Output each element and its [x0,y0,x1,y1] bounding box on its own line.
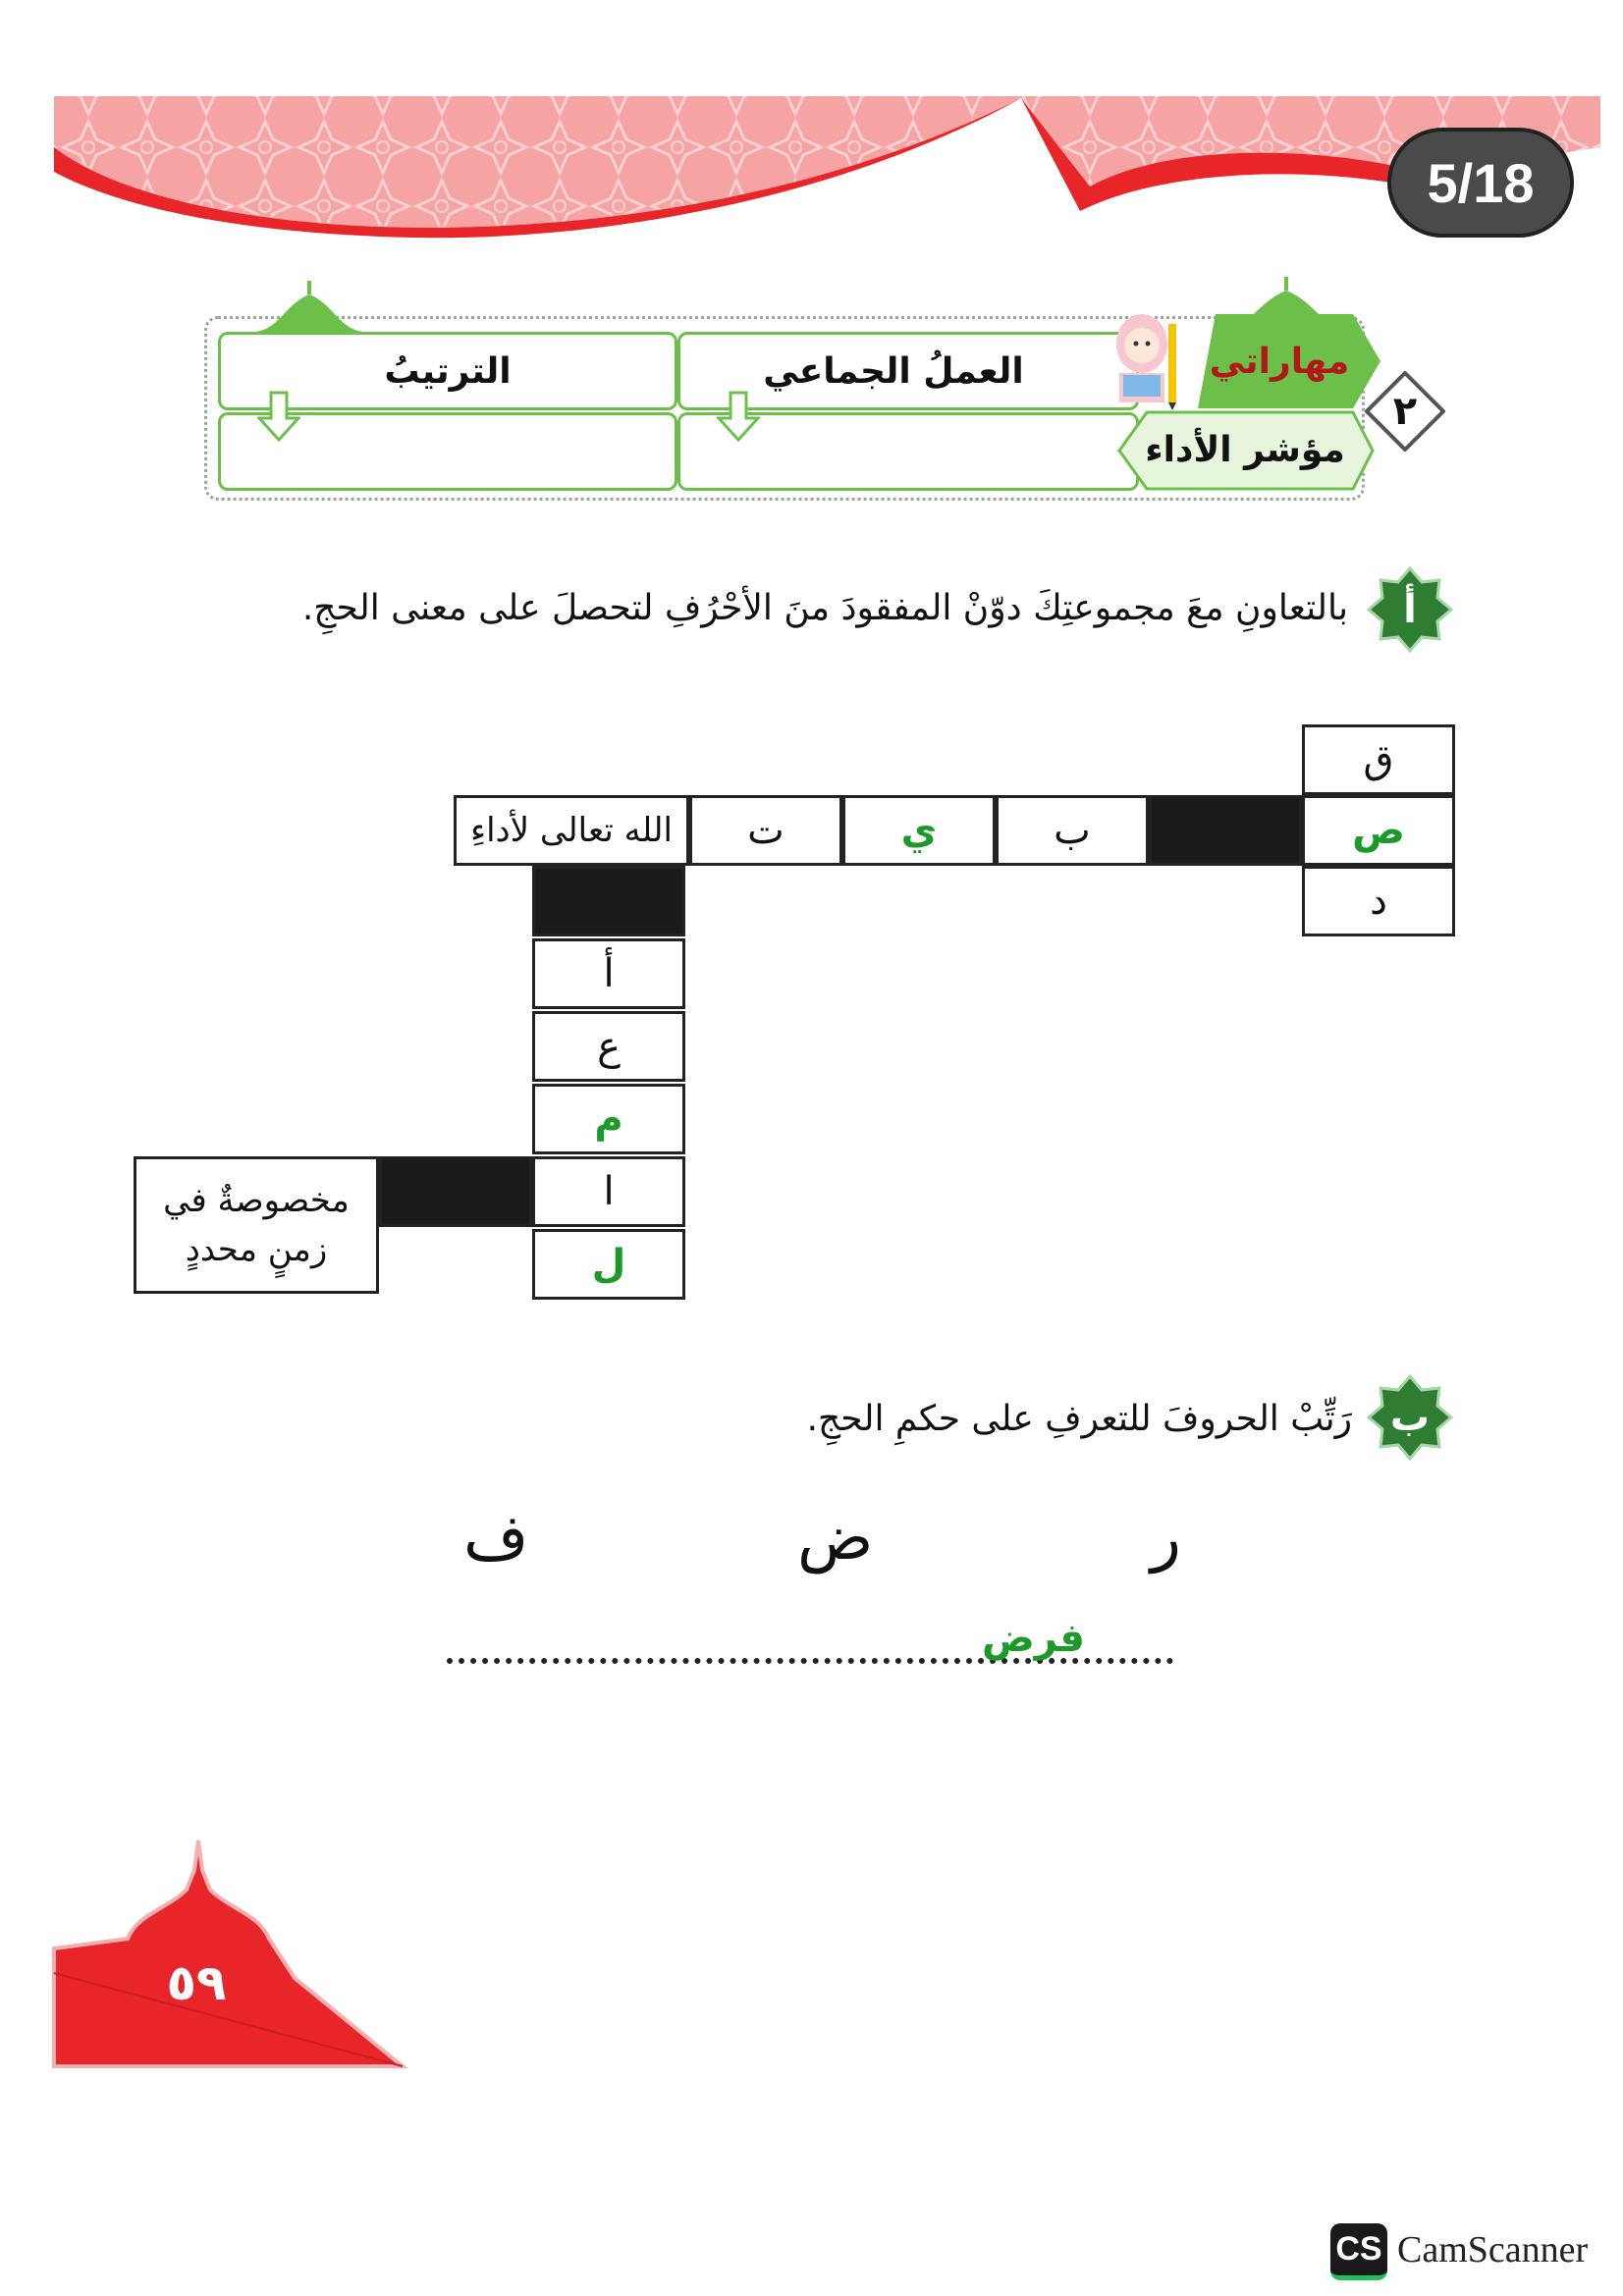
crossword-black-cell [379,1156,532,1227]
camscanner-brand: CamScanner [1397,2229,1589,2270]
ordering-letter: ض [797,1502,874,1575]
crossword-clue-cell [134,1156,379,1294]
ordering-letter: ف [463,1502,529,1575]
page-counter: 5/18 [1387,128,1574,238]
ordering-letter: ر [1151,1502,1181,1575]
crossword-cell[interactable]: أ [532,938,685,1009]
crossword-cell[interactable]: ع [532,1011,685,1082]
dome-ornament-left [250,275,368,334]
crossword-cell-answer[interactable]: م [532,1084,685,1154]
page-number: ٥٩ [166,1954,227,2011]
crossword-cell-answer[interactable]: ل [532,1229,685,1300]
girl-reading-icon [1108,304,1186,412]
crossword-black-cell [1149,795,1302,866]
mosque-page-ornament [0,1821,432,2076]
crossword-black-cell [532,866,685,936]
crossword-cell-answer[interactable]: ي [842,795,996,866]
indicator-label: مؤشر الأداء [1145,429,1345,470]
crossword-clue-cell: الله تعالى لأداءِ [454,795,689,866]
question-b-badge-letter: ب [1389,1395,1431,1440]
top-decorative-banner [0,0,1623,255]
camscanner-logo: CS [1330,2223,1387,2280]
crossword-cell[interactable]: ت [689,795,842,866]
left-clue-line-1: مخصوصةٌ في [163,1181,350,1220]
arrow-down-icon [717,391,760,442]
question-a-badge-letter: أ [1403,587,1417,632]
skills-badge-label: مهاراتي [1209,341,1350,382]
crossword-cell[interactable]: د [1302,866,1455,936]
crossword-cell[interactable]: ق [1302,724,1455,795]
crossword-cell[interactable]: ب [996,795,1149,866]
question-b-text: رَتِّبْ الحروفَ للتعرفِ على حكمِ الحجِ. [806,1399,1352,1439]
skill-teamwork-label: العملُ الجماعي [763,350,1024,392]
left-clue-line-2: زمنٍ محددٍ [185,1230,328,1269]
section-number: ٢ [1392,389,1418,434]
crossword-cell-answer[interactable]: ص [1302,795,1455,866]
question-a-text: بالتعاونِ معَ مجموعتِكَ دوّنْ المفقودَ منَ الأحْرُفِ لتحصلَ على معنى الحجِ. [301,588,1348,628]
crossword-cell[interactable]: ا [532,1156,685,1227]
answer-word: فرض [982,1616,1085,1661]
skill-ordering-label: الترتيبُ [384,350,512,392]
arrow-down-icon [257,391,300,442]
